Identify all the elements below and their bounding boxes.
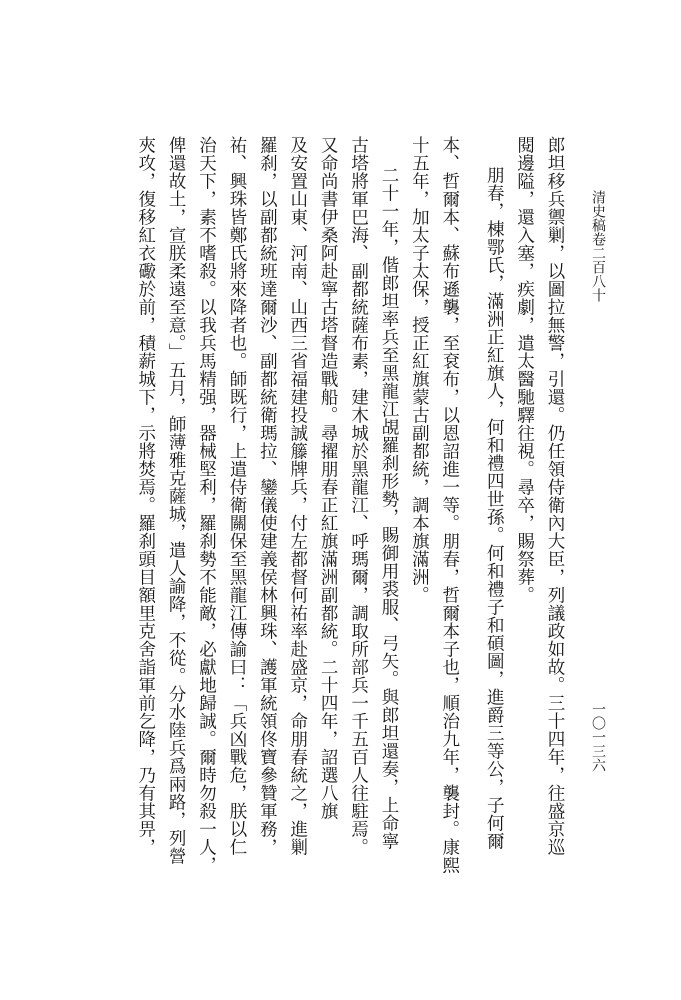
text-column: 治天下，素不嗜殺。以我兵馬精强，器械堅利，羅刹勢不能敵，必獻地歸誠。爾時勿殺一人，: [196, 136, 217, 874]
text-column: 古塔將軍巴海、副都統薩布素，建木城於黑龍江、呼瑪爾，調取所部兵一千五百人往駐焉。: [348, 136, 369, 856]
page-number: 一〇一三六: [590, 702, 606, 772]
text-column: 閱邊隘，還入塞，疾劇，遣太醫馳驛往視。尋卒，賜祭葬。: [514, 136, 535, 604]
text-column: 祐、興珠皆鄭氏將來降者也。師既行，上遣侍衛關保至黑龍江傳諭曰：「兵凶戰危，朕以仁: [226, 136, 247, 856]
text-column: 又命尚書伊桑阿赴寧古塔督造戰船。尋擢朋春正紅旗滿洲副都統。二十四年，詔選八旗: [318, 136, 339, 820]
text-column: 及安置山東、河南、山西三省福建投誠籐牌兵，付左都督何祐率赴盛京，命朋春統之，進剿: [287, 136, 308, 856]
text-column: 十五年，加太子太保，授正紅旗蒙古副都統，調本旗滿洲。: [409, 136, 430, 604]
running-header: 清史稿卷二百八十: [590, 190, 606, 302]
text-column: 羅刹，以副都統班達爾沙、副都統衛瑪拉、鑾儀使建義侯林興珠、護軍統領佟寶參贊軍務，: [257, 136, 278, 856]
text-column: 郎坦移兵禦剿，以圖拉無警，引還。仍任領侍衛內大臣，列議政如故。三十四年，往盛京巡: [545, 136, 565, 856]
main-text-block: [70, 136, 570, 986]
text-column: 二十一年，偕郎坦率兵至黑龍江覘羅刹形勢，賜御用裘服、弓矢。與郎坦還奏，上命寧: [378, 166, 399, 850]
biography-heading-column: 朋春，棟鄂氏，滿洲正紅旗人，何和禮四世孫。何和禮子和碩圖，進爵三等公，子何爾: [484, 166, 505, 850]
text-column: 俾還故土，宣朕柔遠至意。」五月，師薄雅克薩城，遣人諭降，不從。分水陸兵爲兩路，列營: [166, 136, 187, 866]
text-column: 夾攻，復移紅衣礮於前，積薪城下，示將焚焉。羅刹頭目額里克舍詣軍前乞降，乃有其畀，: [135, 136, 156, 856]
text-column: 本、哲爾本、蘇布遜襲，至袞布，以恩詔進一等。朋春，哲爾本子也，順治九年，襲封。康熙: [439, 136, 460, 874]
